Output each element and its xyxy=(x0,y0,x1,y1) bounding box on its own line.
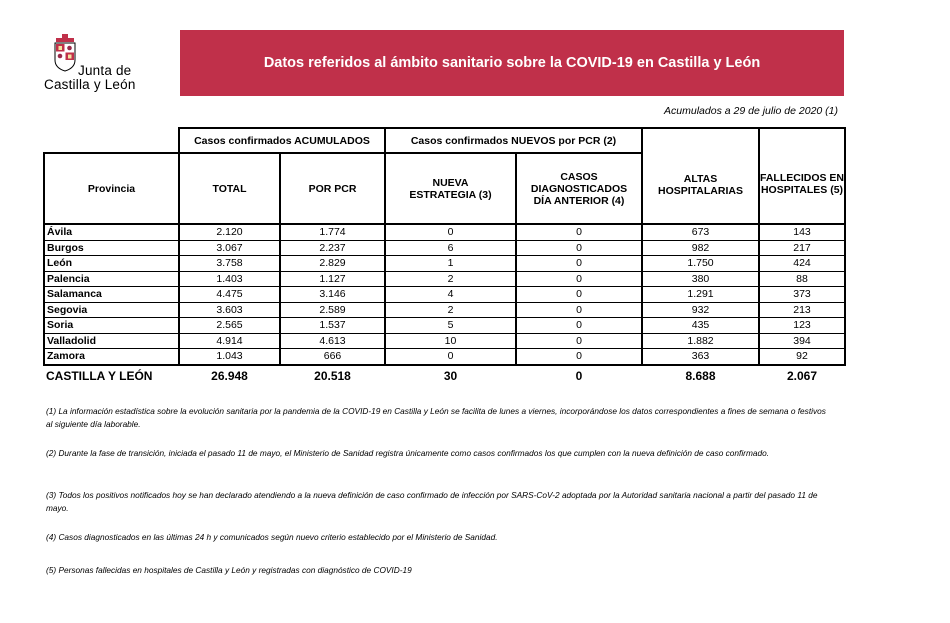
cell-altas: 932 xyxy=(642,302,759,318)
cell-nueva: 5 xyxy=(385,318,516,334)
col-altas-header: ALTAS HOSPITALARIAS xyxy=(642,128,759,224)
cell-fallecidos: 88 xyxy=(759,271,845,287)
table-row xyxy=(44,287,845,303)
table-row xyxy=(44,256,845,272)
total-cell-total: 26.948 xyxy=(179,365,280,386)
cell-provincia: Ávila xyxy=(44,224,179,240)
cell-total: 3.758 xyxy=(179,256,280,272)
cell-altas: 1.882 xyxy=(642,333,759,349)
table-row xyxy=(44,240,845,256)
cell-altas: 1.750 xyxy=(642,256,759,272)
cell-total: 1.043 xyxy=(179,349,280,365)
cell-pcr: 1.127 xyxy=(280,271,385,287)
cell-fallecidos: 394 xyxy=(759,333,845,349)
cell-nueva: 0 xyxy=(385,224,516,240)
cell-pcr: 2.589 xyxy=(280,302,385,318)
table-row xyxy=(44,318,845,334)
cell-fallecidos: 424 xyxy=(759,256,845,272)
cell-nueva: 2 xyxy=(385,271,516,287)
group-acumulados-header: Casos confirmados ACUMULADOS xyxy=(179,128,385,153)
cell-nueva: 1 xyxy=(385,256,516,272)
footnote-4: (4) Casos diagnosticados en las últimas 24 h y comunicados según nuevo criterio establecido por el Ministerio de Sanidad. xyxy=(46,532,498,542)
cell-pcr: 2.829 xyxy=(280,256,385,272)
cell-diag: 0 xyxy=(516,318,642,334)
cell-diag: 0 xyxy=(516,271,642,287)
cell-fallecidos: 373 xyxy=(759,287,845,303)
cell-fallecidos: 213 xyxy=(759,302,845,318)
cell-altas: 1.291 xyxy=(642,287,759,303)
cell-diag: 0 xyxy=(516,224,642,240)
cell-diag: 0 xyxy=(516,333,642,349)
page-title-banner xyxy=(180,30,844,96)
table-row xyxy=(44,271,845,287)
junta-logo xyxy=(44,34,154,94)
cell-fallecidos: 123 xyxy=(759,318,845,334)
cell-pcr: 1.537 xyxy=(280,318,385,334)
cell-nueva: 6 xyxy=(385,240,516,256)
table-row xyxy=(44,302,845,318)
cell-fallecidos: 92 xyxy=(759,349,845,365)
cell-total: 2.565 xyxy=(179,318,280,334)
cell-fallecidos: 217 xyxy=(759,240,845,256)
cell-fallecidos: 143 xyxy=(759,224,845,240)
cell-altas: 982 xyxy=(642,240,759,256)
cell-pcr: 666 xyxy=(280,349,385,365)
col-por-pcr-header: POR PCR xyxy=(280,153,385,224)
cell-total: 4.475 xyxy=(179,287,280,303)
total-cell-diag: 0 xyxy=(516,365,642,386)
cell-altas: 673 xyxy=(642,224,759,240)
cell-nueva: 4 xyxy=(385,287,516,303)
cell-diag: 0 xyxy=(516,256,642,272)
cell-altas: 435 xyxy=(642,318,759,334)
total-cell-pcr: 20.518 xyxy=(280,365,385,386)
page-title: Datos referidos al ámbito sanitario sobre la COVID-19 en Castilla y León xyxy=(263,55,761,71)
cell-provincia: Salamanca xyxy=(44,287,179,303)
col-casos-diagnosticados-header: CASOS DIAGNOSTICADOS DÍA ANTERIOR (4) xyxy=(516,153,642,224)
table-row xyxy=(44,349,845,365)
col-nueva-estrategia-header: NUEVA ESTRATEGIA (3) xyxy=(385,153,516,224)
cell-total: 4.914 xyxy=(179,333,280,349)
cell-provincia: Zamora xyxy=(44,349,179,365)
footnote-3: (3) Todos los positivos notificados hoy se han declarado atendiendo a la nueva definición de caso confirmado de infección por SARS-CoV-2 adoptada por la Autoridad sanitaria nacional a partir del pasado 11 de mayo. xyxy=(46,490,818,513)
table-row xyxy=(44,333,845,349)
covid-data-table xyxy=(43,127,846,386)
cell-diag: 0 xyxy=(516,302,642,318)
table-row xyxy=(44,224,845,240)
footnote-1: (1) La información estadística sobre la evolución sanitaria por la pandemia de la COVID-19 en Castilla y León se facilita de lunes a viernes, incorporándose los datos correspondientes a fines de semana o festivos al siguiente día laborable. xyxy=(46,406,826,429)
total-cell-altas: 8.688 xyxy=(642,365,759,386)
cell-pcr: 1.774 xyxy=(280,224,385,240)
cell-diag: 0 xyxy=(516,287,642,303)
cell-nueva: 10 xyxy=(385,333,516,349)
cell-diag: 0 xyxy=(516,349,642,365)
cell-total: 2.120 xyxy=(179,224,280,240)
cell-provincia: León xyxy=(44,256,179,272)
total-row xyxy=(44,365,845,386)
logo-line-2: Castilla y León xyxy=(44,77,136,92)
total-cell-fallecidos: 2.067 xyxy=(759,365,845,386)
cell-provincia: Segovia xyxy=(44,302,179,318)
cell-diag: 0 xyxy=(516,240,642,256)
cell-pcr: 2.237 xyxy=(280,240,385,256)
col-provincia-header: Provincia xyxy=(44,153,179,224)
cell-provincia: Burgos xyxy=(44,240,179,256)
table-body xyxy=(44,224,845,386)
cell-altas: 363 xyxy=(642,349,759,365)
cell-altas: 380 xyxy=(642,271,759,287)
col-fallecidos-header: FALLECIDOS EN HOSPITALES (5) xyxy=(759,128,845,224)
cell-total: 1.403 xyxy=(179,271,280,287)
total-cell-nueva: 30 xyxy=(385,365,516,386)
footnote-5: (5) Personas fallecidas en hospitales de Castilla y León y registradas con diagnóstico de COVID-19 xyxy=(46,565,412,575)
group-nuevos-header: Casos confirmados NUEVOS por PCR (2) xyxy=(385,128,642,153)
col-total-header: TOTAL xyxy=(179,153,280,224)
cell-total: 3.067 xyxy=(179,240,280,256)
logo-line-1: Junta de xyxy=(78,63,132,78)
cell-nueva: 2 xyxy=(385,302,516,318)
cell-provincia: Valladolid xyxy=(44,333,179,349)
coat-of-arms-icon xyxy=(53,34,77,74)
total-cell-provincia: CASTILLA Y LEÓN xyxy=(44,365,179,386)
footnote-2: (2) Durante la fase de transición, iniciada el pasado 11 de mayo, el Ministerio de Sanidad registra únicamente como casos confirmados los que cumplen con la nueva definición de caso confirmado. xyxy=(46,448,769,458)
cell-pcr: 4.613 xyxy=(280,333,385,349)
cell-provincia: Soria xyxy=(44,318,179,334)
cell-total: 3.603 xyxy=(179,302,280,318)
cell-nueva: 0 xyxy=(385,349,516,365)
cell-provincia: Palencia xyxy=(44,271,179,287)
cell-pcr: 3.146 xyxy=(280,287,385,303)
date-subtitle: Acumulados a 29 de julio de 2020 (1) xyxy=(664,105,838,117)
